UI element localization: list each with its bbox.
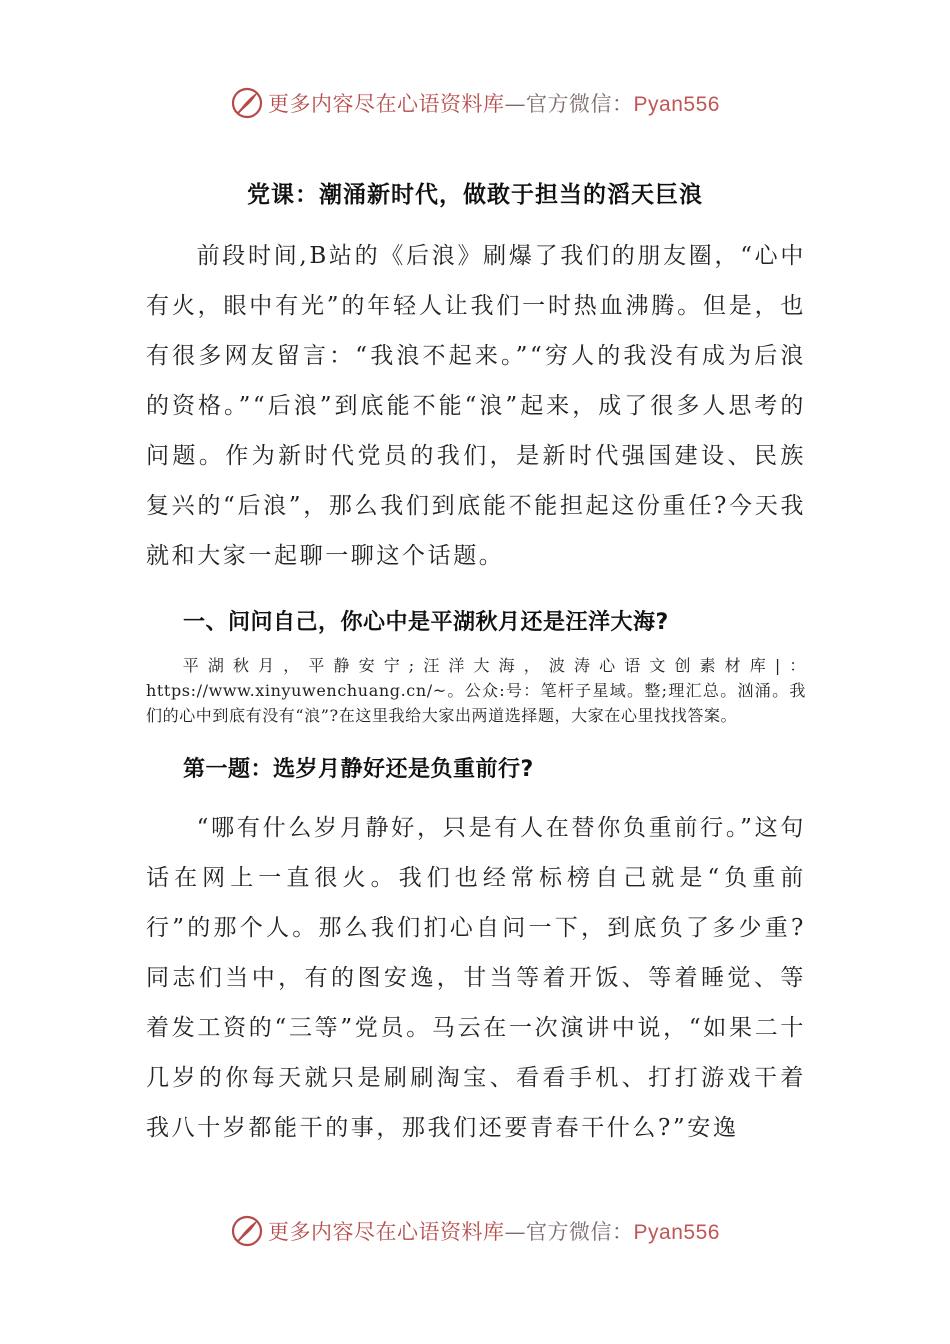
footer-banner: [0, 1211, 950, 1251]
document-title: 党课：潮涌新时代，做敢于担当的滔天巨浪: [247, 182, 703, 208]
quill-logo-icon: [230, 1214, 264, 1248]
section1-paragraph: 平湖秋月，平静安宁;汪洋大海，波涛心语文创素材库|：https://www.xinyuwenchuang.cn/~。公众:号：笔杆子星域。整;理汇总。汹涌。我们的心中到底有没有“浪”?在这里我给大家出两道选择题，大家在心里找找答案。: [146, 656, 806, 725]
question-heading-1: 第一题：选岁月静好还是负重前行?: [183, 757, 534, 782]
intro-paragraph: 前段时间,B站的《后浪》刷爆了我们的朋友圈，“心中有火，眼中有光”的年轻人让我们一时热血沸腾。但是，也有很多网友留言：“我浪不起来。”“穷人的我没有成为后浪的资格。”“后浪”到底能不能“浪”起来，成了很多人思考的问题。作为新时代党员的我们，是新时代强国建设、民族复兴的“后浪”，那么我们到底能不能担起这份重任?今天我就和大家一起聊一聊这个话题。: [146, 243, 806, 569]
header-banner: [0, 83, 950, 123]
banner-text: 更多内容尽在心语资料库—官方微信：Pyan556: [268, 92, 720, 116]
quill-logo-icon: [230, 86, 264, 120]
question1-paragraph: “哪有什么岁月静好，只是有人在替你负重前行。”这句话在网上一直很火。我们也经常标榜自己就是“负重前行”的那个人。那么我们扪心自问一下，到底负了多少重?同志们当中，有的图安逸，甘当等着开饭、等着睡觉、等着发工资的“三等”党员。马云在一次演讲中说，“如果二十几岁的你每天就只是刷刷淘宝、看看手机、打打游戏干着我八十岁都能干的事，那我们还要青春干什么?”安逸: [146, 815, 806, 1141]
section-heading-1: 一、问问自己，你心中是平湖秋月还是汪洋大海?: [183, 610, 669, 635]
banner-text: 更多内容尽在心语资料库—官方微信：Pyan556: [268, 1220, 720, 1244]
